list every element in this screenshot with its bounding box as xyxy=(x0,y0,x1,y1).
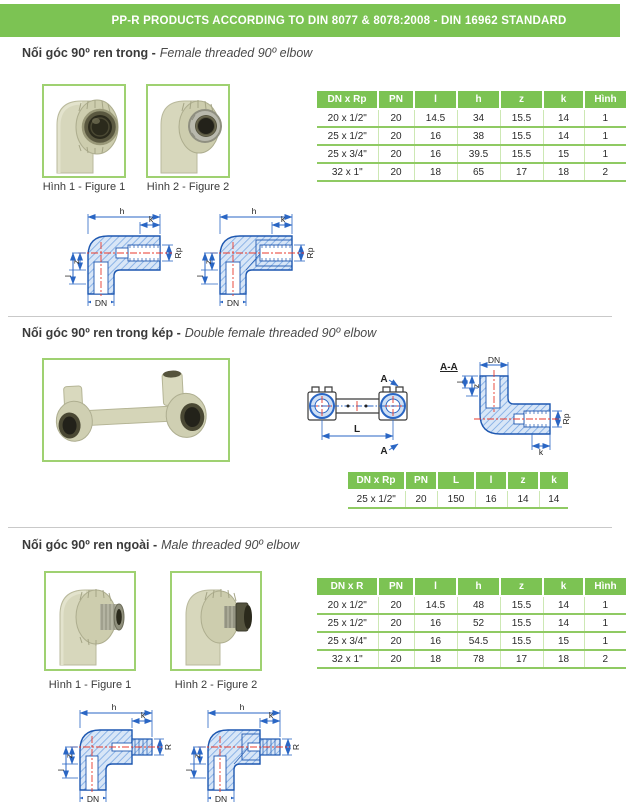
cell: 25 x 1/2" xyxy=(317,614,378,632)
cell: 52 xyxy=(457,614,500,632)
cell: 14 xyxy=(543,614,584,632)
column-header: z xyxy=(500,578,543,596)
dim-label-dn: DN xyxy=(226,298,240,308)
section-title-male-elbow xyxy=(22,538,299,552)
section-title-en: Male threaded 90º elbow xyxy=(161,538,300,552)
cell: 16 xyxy=(414,632,457,650)
product-photo-double-elbow xyxy=(48,363,224,457)
dim-label-z: z xyxy=(203,259,213,265)
dim-label-z: z xyxy=(192,753,202,759)
table-row xyxy=(317,145,626,163)
spec-table-double-elbow xyxy=(348,472,568,509)
dim-label-rp: Rp xyxy=(561,413,571,425)
cell: 15 xyxy=(543,632,584,650)
cell: 20 xyxy=(378,145,414,163)
cell: 150 xyxy=(437,490,475,508)
cell: 25 x 3/4" xyxy=(317,632,378,650)
product-image-frame xyxy=(42,358,230,462)
dim-label-k: k xyxy=(538,447,544,457)
header-banner xyxy=(0,4,620,37)
dim-label-rp: Rp xyxy=(305,247,315,259)
dim-label-l: l xyxy=(184,769,194,771)
product-photo-male-elbow-2 xyxy=(176,577,256,665)
cell: 20 xyxy=(378,127,414,145)
column-header: PN xyxy=(378,578,414,596)
cell: 14.5 xyxy=(414,596,457,614)
dim-label-k: k xyxy=(280,214,286,224)
dim-label-h: h xyxy=(239,702,245,712)
table-row xyxy=(317,109,626,127)
column-header: l xyxy=(475,472,507,490)
cell: 2 xyxy=(584,163,626,181)
cell: 34 xyxy=(457,109,500,127)
column-header: z xyxy=(507,472,539,490)
cell: 14 xyxy=(543,127,584,145)
cell: 15.5 xyxy=(500,614,543,632)
cell: 17 xyxy=(500,650,543,668)
cell: 20 xyxy=(405,490,437,508)
dim-label-l: l xyxy=(455,381,465,383)
cell: 14.5 xyxy=(414,109,457,127)
dim-label-z: z xyxy=(64,753,74,759)
cell: 1 xyxy=(584,127,626,145)
dim-label-k: k xyxy=(268,710,274,720)
cell: 14 xyxy=(539,490,568,508)
dim-label-h: h xyxy=(251,206,257,216)
cell: 48 xyxy=(457,596,500,614)
section-title-double-female-elbow xyxy=(22,326,376,340)
cell: 18 xyxy=(414,163,457,181)
cell: 15 xyxy=(543,145,584,163)
cell: 18 xyxy=(543,650,584,668)
table-header-row xyxy=(317,91,626,109)
cell: 15.5 xyxy=(500,596,543,614)
cell: 1 xyxy=(584,109,626,127)
column-header: k xyxy=(543,91,584,109)
section-title-vi: Nối góc 90º ren trong kép - xyxy=(22,326,181,340)
table-row xyxy=(317,127,626,145)
cell: 16 xyxy=(414,614,457,632)
cell: 16 xyxy=(414,127,457,145)
header-banner-text: PP-R PRODUCTS ACCORDING TO DIN 8077 & 8078:2008 - DIN 16962 STANDARD xyxy=(111,14,567,27)
figure-caption: Hình 1 - Figure 1 xyxy=(48,679,132,691)
spec-table-female-elbow xyxy=(317,91,626,182)
table-header-row xyxy=(317,578,626,596)
table-header-row xyxy=(348,472,568,490)
cell: 20 x 1/2" xyxy=(317,596,378,614)
technical-diagram-female-elbow-fig1 xyxy=(64,206,189,308)
section-title-vi: Nối góc 90º ren trong - xyxy=(22,46,156,60)
cell: 14 xyxy=(507,490,539,508)
cell: 17 xyxy=(500,163,543,181)
dim-label-z: z xyxy=(471,383,481,389)
column-header: DN x Rp xyxy=(348,472,405,490)
table-row xyxy=(317,596,626,614)
product-photo-female-elbow-2 xyxy=(151,89,225,173)
dim-label-k: k xyxy=(140,710,146,720)
dim-label-dn: DN xyxy=(94,298,108,308)
technical-diagram-female-elbow-fig2 xyxy=(196,206,321,308)
dim-label-L: L xyxy=(353,424,361,435)
column-header: PN xyxy=(405,472,437,490)
product-image-frame xyxy=(44,571,136,671)
technical-diagram-double-elbow-topview xyxy=(300,370,415,455)
table-row xyxy=(317,163,626,181)
dim-label-dn: DN xyxy=(214,794,228,804)
dim-label-r: R xyxy=(291,743,301,751)
table-row xyxy=(317,614,626,632)
cell: 20 xyxy=(378,163,414,181)
cell: 20 xyxy=(378,650,414,668)
cell: 14 xyxy=(543,109,584,127)
cell: 54.5 xyxy=(457,632,500,650)
column-header: k xyxy=(543,578,584,596)
section-title-vi: Nối góc 90º ren ngoài - xyxy=(22,538,158,552)
cell: 18 xyxy=(414,650,457,668)
cell: 32 x 1" xyxy=(317,650,378,668)
cell: 78 xyxy=(457,650,500,668)
column-header: Hình xyxy=(584,91,626,109)
cell: 15.5 xyxy=(500,127,543,145)
cell: 1 xyxy=(584,596,626,614)
cell: 20 xyxy=(378,596,414,614)
spec-table-male-elbow xyxy=(317,578,626,669)
section-title-female-elbow xyxy=(22,46,312,60)
cell: 38 xyxy=(457,127,500,145)
dim-label-dn: DN xyxy=(86,794,100,804)
section-view-label: A-A xyxy=(440,362,458,373)
column-header: Hình xyxy=(584,578,626,596)
cell: 25 x 3/4" xyxy=(317,145,378,163)
cell: 18 xyxy=(543,163,584,181)
table-row xyxy=(317,650,626,668)
column-header: l xyxy=(414,578,457,596)
cell: 25 x 1/2" xyxy=(348,490,405,508)
cell: 15.5 xyxy=(500,109,543,127)
cell: 32 x 1" xyxy=(317,163,378,181)
column-header: h xyxy=(457,91,500,109)
dim-label-dn: DN xyxy=(487,355,501,365)
figure-caption: Hình 2 - Figure 2 xyxy=(146,181,230,193)
section-cut-label-a-top: A xyxy=(380,374,388,385)
dim-label-h: h xyxy=(119,206,125,216)
section-divider xyxy=(8,527,612,528)
figure-caption: Hình 2 - Figure 2 xyxy=(174,679,258,691)
table-row xyxy=(317,632,626,650)
column-header: DN x Rp xyxy=(317,91,378,109)
cell: 15.5 xyxy=(500,145,543,163)
dim-label-l: l xyxy=(56,769,66,771)
dim-label-r: R xyxy=(163,743,173,751)
product-image-frame xyxy=(146,84,230,178)
product-photo-male-elbow-1 xyxy=(50,577,130,665)
cell: 65 xyxy=(457,163,500,181)
cell: 39.5 xyxy=(457,145,500,163)
cell: 1 xyxy=(584,145,626,163)
column-header: k xyxy=(539,472,568,490)
table-row xyxy=(348,490,568,508)
product-image-frame xyxy=(170,571,262,671)
column-header: DN x R xyxy=(317,578,378,596)
dim-label-l: l xyxy=(63,275,73,277)
column-header: PN xyxy=(378,91,414,109)
column-header: L xyxy=(437,472,475,490)
technical-diagram-male-elbow-fig2 xyxy=(184,702,301,804)
cell: 20 xyxy=(378,632,414,650)
column-header: h xyxy=(457,578,500,596)
column-header: z xyxy=(500,91,543,109)
dim-label-h: h xyxy=(111,702,117,712)
cell: 25 x 1/2" xyxy=(317,127,378,145)
section-title-en: Double female threaded 90º elbow xyxy=(184,326,377,340)
cell: 2 xyxy=(584,650,626,668)
cell: 16 xyxy=(414,145,457,163)
section-cut-label-a-bottom: A xyxy=(380,446,388,457)
dim-label-l: l xyxy=(195,275,205,277)
cell: 16 xyxy=(475,490,507,508)
dim-label-z: z xyxy=(71,259,81,265)
cell: 20 xyxy=(378,614,414,632)
cell: 20 x 1/2" xyxy=(317,109,378,127)
cell: 15.5 xyxy=(500,632,543,650)
cell: 1 xyxy=(584,632,626,650)
section-title-en: Female threaded 90º elbow xyxy=(159,46,313,60)
technical-diagram-male-elbow-fig1 xyxy=(56,702,173,804)
column-header: l xyxy=(414,91,457,109)
dim-label-rp: Rp xyxy=(173,247,183,259)
section-divider xyxy=(8,316,612,317)
figure-caption: Hình 1 - Figure 1 xyxy=(42,181,126,193)
product-photo-female-elbow-1 xyxy=(47,89,121,173)
cell: 20 xyxy=(378,109,414,127)
product-image-frame xyxy=(42,84,126,178)
dim-label-k: k xyxy=(148,214,154,224)
cell: 14 xyxy=(543,596,584,614)
technical-diagram-double-elbow-section-AA xyxy=(432,355,571,457)
cell: 1 xyxy=(584,614,626,632)
